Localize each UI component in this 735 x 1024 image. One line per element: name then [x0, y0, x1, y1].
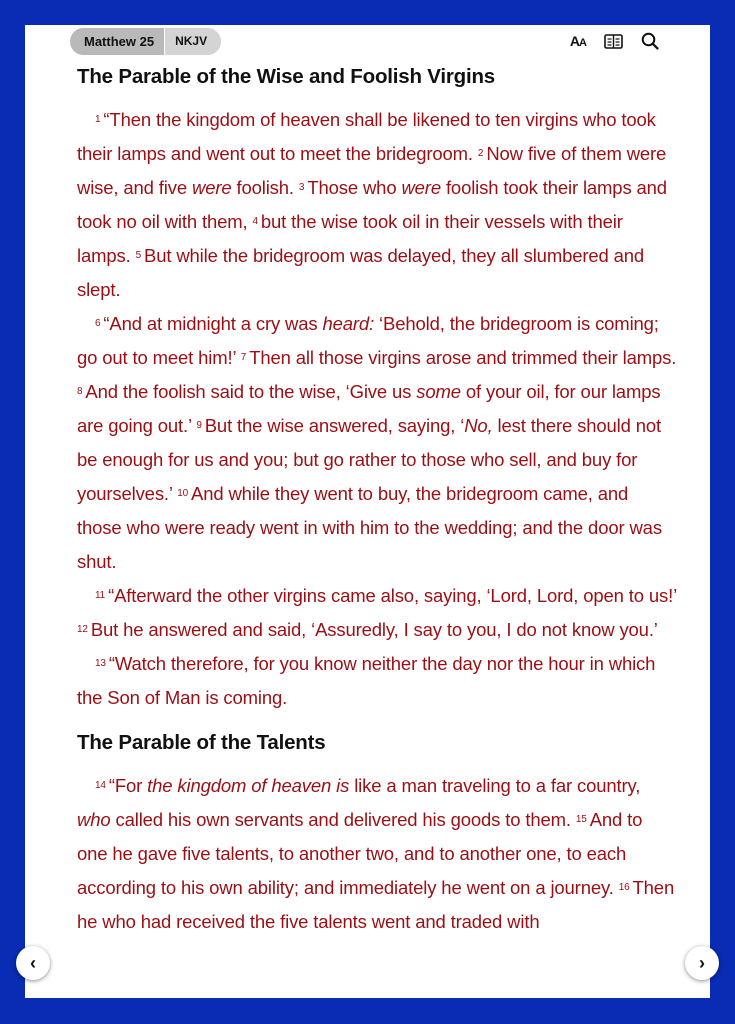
verse-text-italic: were: [401, 177, 441, 198]
previous-chapter-button[interactable]: [16, 946, 50, 980]
verse-text: called his own servants and delivered his goods to them.: [110, 809, 576, 830]
verse-text: “Then the kingdom of heaven shall be likened to ten virgins who took their lamps and went out to meet the bridegroom.: [77, 109, 656, 164]
text-size-icon[interactable]: [570, 33, 586, 49]
paragraph: [77, 579, 677, 647]
verse-text: And to one he gave five talents, to another two, and to another one, to each according to his own ability; and immediately he went on a journey.: [77, 809, 643, 898]
verse-text-italic: some: [416, 381, 461, 402]
paragraph: [77, 307, 677, 579]
toolbar-icons: [570, 31, 660, 51]
verse-text: And the foolish said to the wise, ‘Give us: [85, 381, 417, 402]
paragraph: [77, 647, 677, 715]
verse-number: 4: [252, 216, 258, 227]
verse-number: 14: [95, 780, 106, 791]
verse-text: Those who: [307, 177, 402, 198]
verse-number: 1: [95, 114, 101, 125]
verse-text: foolish took their lamps and took no oil with them,: [77, 177, 667, 232]
verse-text: “Watch therefore, for you know neither the day nor the hour in which the Son of Man is coming.: [77, 653, 656, 708]
section-heading: The Parable of the Talents: [77, 731, 326, 754]
verse-text: But the wise answered, saying, ‘: [204, 415, 465, 436]
reader-page: [25, 25, 710, 998]
text-size-big: A: [569, 33, 580, 49]
verse-number: 11: [95, 590, 106, 601]
paragraph: [77, 103, 677, 307]
verse-number: 2: [477, 148, 484, 159]
next-chapter-button[interactable]: [685, 946, 719, 980]
verse-number: 9: [196, 420, 202, 431]
verse-text: of your oil, for our lamps are going out.’: [77, 381, 661, 436]
search-icon[interactable]: [640, 31, 660, 51]
paragraph: [77, 769, 677, 939]
verse-text-italic: heard:: [322, 313, 375, 334]
scripture-text: [77, 61, 677, 939]
verse-text-italic: who: [77, 809, 111, 830]
chapter-version-pill: [70, 28, 221, 55]
verse-text: Now five of them were wise, and five: [77, 143, 667, 198]
verse-text: foolish.: [231, 177, 299, 198]
section: [77, 61, 677, 715]
verse-text: “Afterward the other virgins came also, saying, ‘Lord, Lord, open to us!’: [108, 585, 677, 606]
verse-number: 6: [95, 318, 101, 329]
book-icon[interactable]: [603, 31, 623, 51]
top-toolbar: [25, 25, 710, 58]
verse-text: Then he who had received the five talents went and traded with: [77, 877, 675, 932]
verse-text: but the wise took oil in their vessels with their lamps.: [77, 211, 623, 266]
verse-text: Then all those virgins arose and trimmed their lamps.: [249, 347, 677, 368]
version-button[interactable]: NKJV: [164, 28, 221, 55]
verse-number: 7: [240, 352, 247, 363]
verse-text: lest there should not be enough for us and you; but go rather to those who sell, and buy for yourselves.’: [77, 415, 662, 504]
book-chapter-button[interactable]: Matthew 25: [70, 28, 164, 55]
verse-text: And while they went to buy, the bridegroom came, and those who were ready went in with him to the wedding; and the door was shut.: [77, 483, 662, 572]
verse-text: “For: [108, 775, 148, 796]
verse-number: 10: [177, 488, 189, 499]
verse-text-italic: the kingdom of heaven is: [147, 775, 350, 796]
verse-number: 5: [135, 250, 142, 261]
verse-number: 3: [298, 182, 305, 193]
verse-number: 13: [95, 658, 106, 669]
verse-text: like a man traveling to a far country,: [349, 775, 641, 796]
verse-number: 15: [575, 814, 587, 825]
text-size-small: A: [579, 37, 586, 49]
verse-text: But while the bridegroom was delayed, they all slumbered and slept.: [77, 245, 645, 300]
verse-number: 16: [618, 882, 630, 893]
verse-number: 12: [77, 624, 88, 635]
verse-text-italic: were: [191, 177, 232, 198]
section-heading: The Parable of the Wise and Foolish Virgins: [77, 65, 495, 88]
verse-text-italic: No,: [464, 415, 493, 436]
verse-number: 8: [77, 386, 83, 397]
section: [77, 727, 677, 939]
verse-text: But he answered and said, ‘Assuredly, I say to you, I do not know you.’: [90, 619, 658, 640]
verse-text: “And at midnight a cry was: [103, 313, 323, 334]
chevron-right-icon: ›: [699, 952, 705, 973]
chevron-left-icon: ‹: [30, 952, 36, 973]
verse-text: ‘Behold, the bridegroom is coming; go out to meet him!’: [77, 313, 659, 368]
